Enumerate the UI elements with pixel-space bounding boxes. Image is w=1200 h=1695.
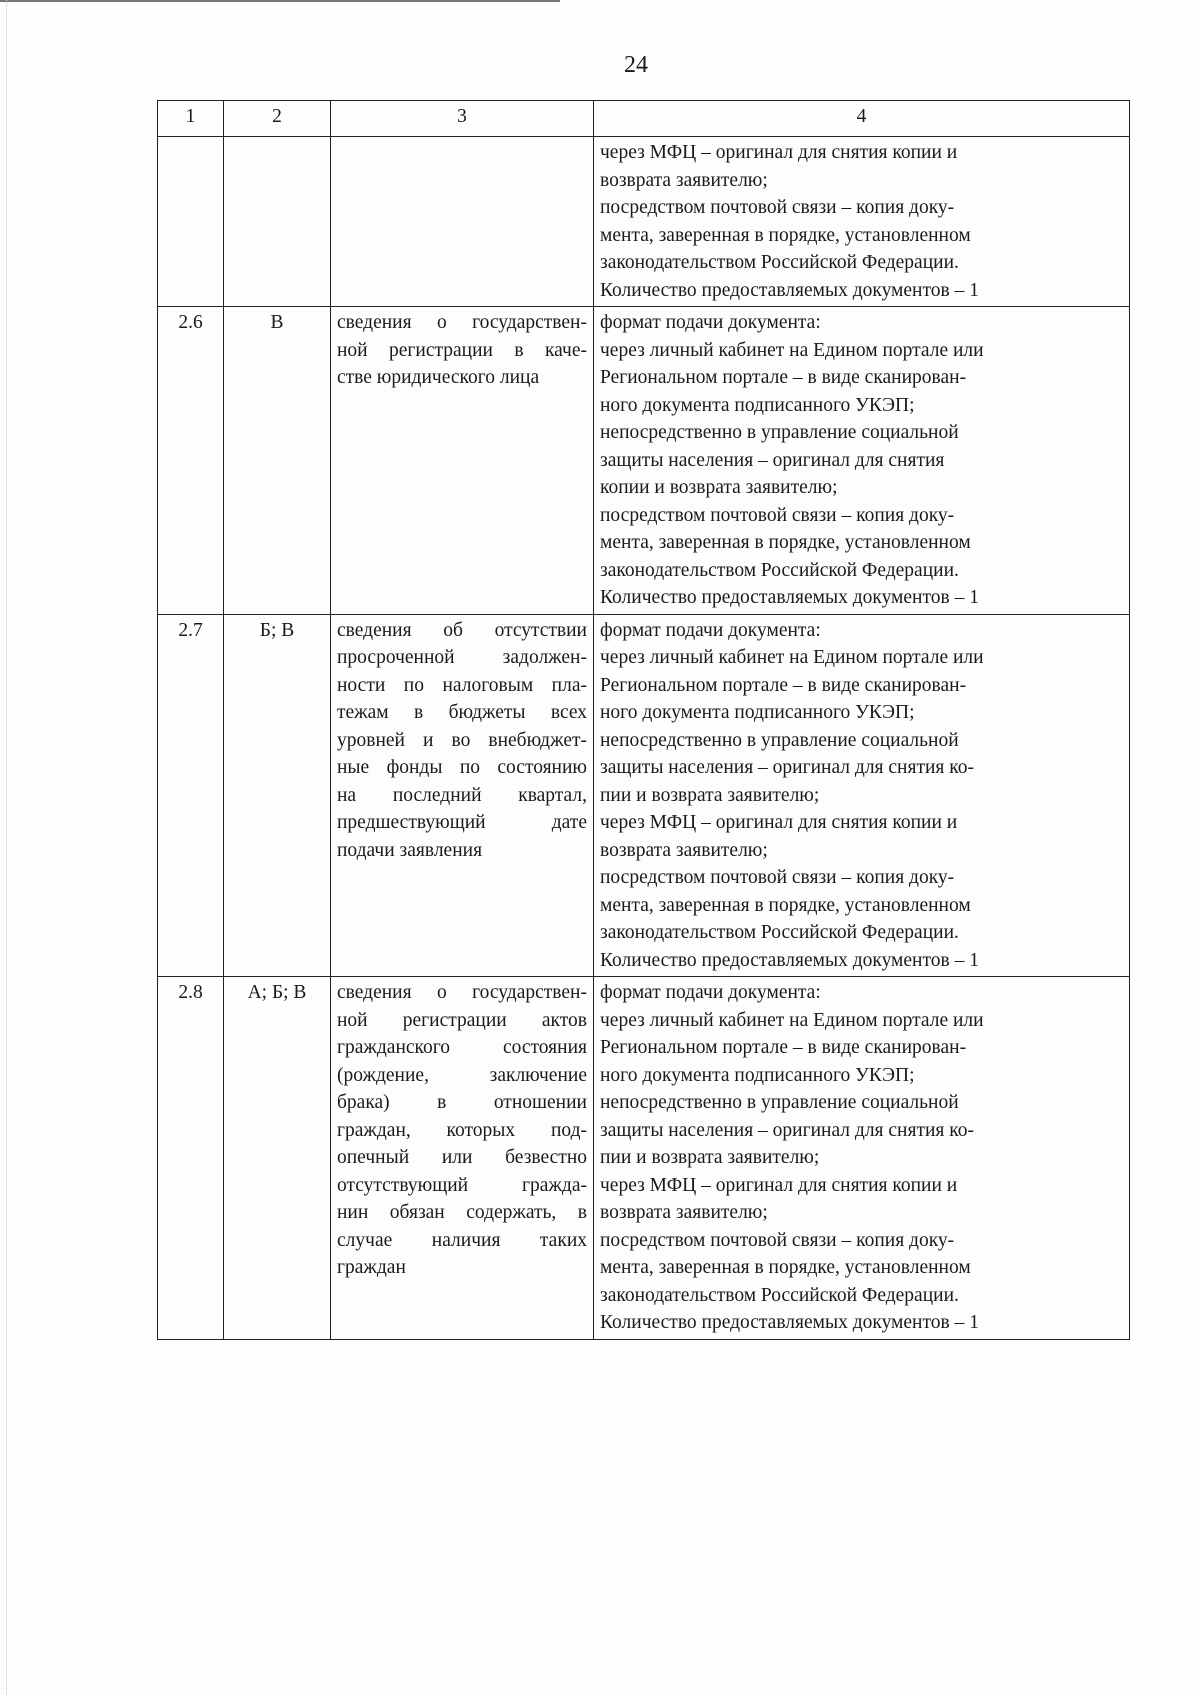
format-line: через МФЦ – оригинал для снятия копии и: [600, 1174, 958, 1196]
format-line: пии и возврата заявителю;: [600, 784, 820, 806]
description-line: сведения о государствен-: [337, 982, 587, 1003]
format-line: Количество предоставляемых документов – 1: [600, 1312, 979, 1333]
format-line: возврата заявителю;: [600, 839, 768, 861]
description-line: уровней и во внебюджет-: [337, 729, 587, 751]
page-number: 24: [624, 52, 648, 78]
table-row: [158, 614, 1130, 977]
format-line: защиты населения – оригинал для снятия ко-: [600, 1119, 974, 1141]
format-line: формат подачи документа:: [600, 619, 821, 641]
format-line: пии и возврата заявителю;: [600, 1147, 820, 1168]
format-line: защиты населения – оригинал для снятия ко-: [600, 757, 974, 778]
table-row: [158, 977, 1130, 1340]
description-line: просроченной задолжен-: [337, 647, 587, 668]
format-line: непосредственно в управление социальной: [600, 422, 959, 443]
row-submission-format-cell: [594, 137, 1130, 307]
format-line: через личный кабинет на Едином портале или: [600, 647, 984, 668]
format-line: ного документа подписанного УКЭП;: [600, 702, 915, 723]
description-line: нин обязан содержать, в: [337, 1202, 587, 1223]
description-line: тежам в бюджеты всех: [337, 702, 587, 723]
format-line: законодательством Российской Федерации.: [600, 559, 959, 581]
description-line: гражданского состояния: [337, 1037, 587, 1058]
format-line: ного документа подписанного УКЭП;: [600, 394, 915, 416]
row-code-cell: А; Б; В: [224, 977, 331, 1340]
description-line: сведения об отсутствии: [337, 619, 587, 641]
format-line: формат подачи документа:: [600, 982, 821, 1003]
format-line: посредством почтовой связи – копия доку-: [600, 504, 955, 526]
description-line: брака) в отношении: [337, 1092, 587, 1113]
row-number-cell: [158, 137, 224, 307]
format-line: законодательством Российской Федерации.: [600, 922, 959, 943]
row-code-cell: Б; В: [224, 614, 331, 977]
description-line: ные фонды по состоянию: [337, 757, 587, 778]
format-line: Количество предоставляемых документов – 1: [600, 587, 979, 608]
row-code-cell: В: [224, 307, 331, 615]
format-line: мента, заверенная в порядке, установленном: [600, 894, 971, 916]
header-cell-col2: 2: [224, 101, 331, 137]
format-line: законодательством Российской Федерации.: [600, 252, 959, 273]
row-code-cell: [224, 137, 331, 307]
format-line: формат подачи документа:: [600, 312, 821, 333]
format-line: Региональном портале – в виде сканирован-: [600, 367, 967, 388]
row-description-cell: [331, 307, 594, 615]
description-line: случае наличия таких: [337, 1229, 587, 1251]
format-line: непосредственно в управление социальной: [600, 1092, 959, 1113]
format-line: мента, заверенная в порядке, установленном: [600, 532, 971, 553]
table-row: [158, 137, 1130, 307]
requirements-table: [157, 100, 1130, 1340]
row-number-cell: 2.7: [158, 614, 224, 977]
header-cell-col4: 4: [594, 101, 1130, 137]
description-line: сведения о государствен-: [337, 312, 587, 333]
table-header-row: [158, 101, 1130, 137]
description-line: граждан: [337, 1257, 406, 1278]
format-line: через личный кабинет на Едином портале или: [600, 339, 984, 361]
format-line: возврата заявителю;: [600, 169, 768, 191]
format-line: Региональном портале – в виде сканирован-: [600, 674, 967, 696]
format-line: через личный кабинет на Едином портале или: [600, 1009, 984, 1031]
header-cell-col1: 1: [158, 101, 224, 137]
format-line: возврата заявителю;: [600, 1202, 768, 1223]
format-line: через МФЦ – оригинал для снятия копии и: [600, 812, 958, 833]
format-line: Региональном портале – в виде сканирован-: [600, 1037, 967, 1058]
row-description-cell: [331, 977, 594, 1340]
row-number-cell: 2.6: [158, 307, 224, 615]
row-description-cell: [331, 137, 594, 307]
format-line: непосредственно в управление социальной: [600, 729, 959, 751]
format-line: ного документа подписанного УКЭП;: [600, 1064, 915, 1086]
format-line: Количество предоставляемых документов – 1: [600, 949, 979, 971]
format-line: посредством почтовой связи – копия доку-: [600, 197, 955, 218]
description-line: на последний квартал,: [337, 784, 587, 806]
description-line: предшествующий дате: [337, 812, 587, 833]
table-row: [158, 307, 1130, 615]
description-line: опечный или безвестно: [337, 1147, 587, 1168]
description-line: граждан, которых под-: [337, 1119, 587, 1141]
format-line: защиты населения – оригинал для снятия: [600, 449, 945, 471]
format-line: через МФЦ – оригинал для снятия копии и: [600, 142, 958, 163]
description-line: ной регистрации в каче-: [337, 339, 587, 361]
description-line: отсутствующий гражда-: [337, 1174, 587, 1196]
format-line: посредством почтовой связи – копия доку-: [600, 867, 955, 888]
format-line: Количество предоставляемых документов – 1: [600, 279, 979, 301]
format-line: мента, заверенная в порядке, установленном: [600, 224, 971, 246]
row-number-cell: 2.8: [158, 977, 224, 1340]
row-submission-format-cell: [594, 977, 1130, 1340]
header-cell-col3: 3: [331, 101, 594, 137]
format-line: законодательством Российской Федерации.: [600, 1284, 959, 1306]
row-submission-format-cell: [594, 614, 1130, 977]
description-line: ности по налоговым пла-: [337, 674, 587, 696]
row-description-cell: [331, 614, 594, 977]
description-line: (рождение, заключение: [337, 1064, 587, 1086]
scan-edge-top: [0, 0, 560, 2]
format-line: посредством почтовой связи – копия доку-: [600, 1229, 955, 1251]
description-line: подачи заявления: [337, 839, 483, 861]
row-submission-format-cell: [594, 307, 1130, 615]
format-line: копии и возврата заявителю;: [600, 477, 838, 498]
description-line: ной регистрации актов: [337, 1009, 587, 1031]
description-line: стве юридического лица: [337, 367, 540, 388]
scan-edge-left: [6, 0, 7, 1695]
format-line: мента, заверенная в порядке, установленном: [600, 1257, 971, 1278]
